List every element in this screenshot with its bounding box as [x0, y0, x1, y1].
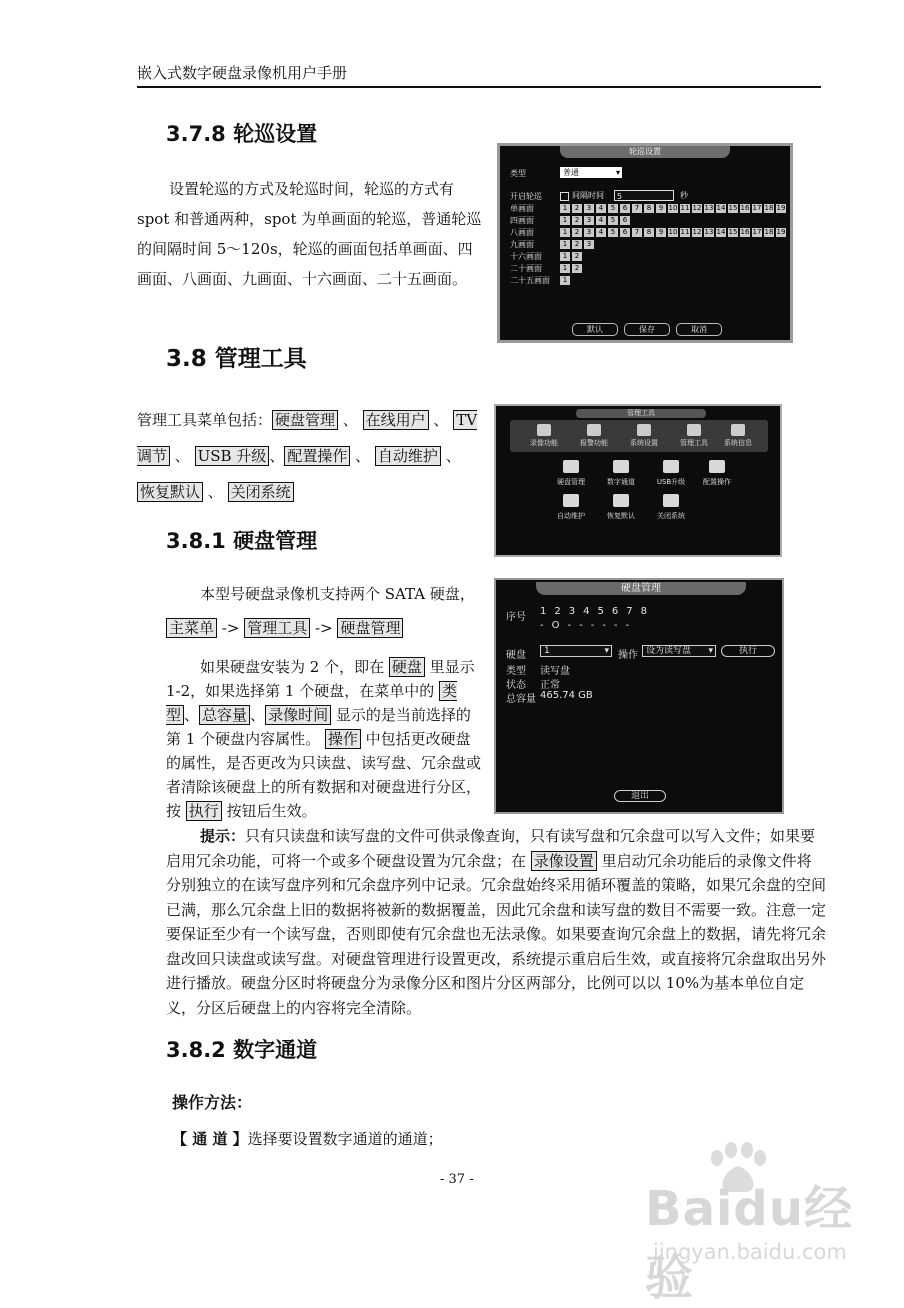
tour-type-value: 普通: [563, 168, 579, 177]
seq-status-mark: -: [613, 620, 618, 631]
seq-status: [540, 620, 629, 631]
channel-number-button[interactable]: 6: [620, 228, 630, 237]
menu-key-online-users: 在线用户: [363, 410, 429, 430]
interval-label: 间隔时间: [572, 191, 604, 200]
row-label: 二十画面: [510, 264, 542, 273]
maintain-icon: [563, 494, 579, 507]
channel-number-button[interactable]: 1: [560, 228, 570, 237]
hdd-icon: [563, 460, 579, 473]
channel-number-button[interactable]: 10: [668, 204, 678, 212]
tool-shutdown[interactable]: [646, 494, 696, 521]
seq-numbers: [540, 606, 647, 617]
seq-number: 1: [540, 606, 547, 617]
tour-row-twenty: [560, 264, 582, 273]
tour-type-select[interactable]: [560, 167, 622, 178]
channel-item: [172, 1128, 443, 1149]
tour-settings-screenshot: [497, 143, 793, 343]
tour-row-twentyfive: [560, 276, 570, 285]
menu-path: [166, 617, 403, 638]
tool-auto-maintain[interactable]: [546, 494, 596, 521]
seq-status-mark: -: [567, 620, 572, 631]
chevron-down-icon: ▾: [708, 646, 713, 656]
menu-key-config: 配置操作: [284, 446, 350, 466]
seq-number: 8: [640, 606, 647, 617]
tool-restore[interactable]: [596, 494, 646, 521]
channel-number-button[interactable]: 13: [704, 204, 714, 212]
row-label: 四画面: [510, 216, 534, 225]
channel-number-button[interactable]: 6: [620, 204, 630, 213]
channel-number-button[interactable]: 4: [596, 204, 606, 213]
channel-number-button[interactable]: 1: [560, 276, 570, 285]
channel-number-button[interactable]: 15: [728, 228, 738, 236]
seq-label: 序号: [506, 612, 526, 623]
info-icon: [731, 424, 745, 436]
op-label: 操作: [618, 650, 638, 661]
sep: 、: [342, 411, 358, 429]
tools-intro: 管理工具菜单包括：: [137, 411, 273, 429]
channel-number-button[interactable]: 18: [764, 204, 774, 212]
tab-label: 系统设置: [630, 439, 658, 447]
tour-description: 设置轮巡的方式及轮巡时间，轮巡的方式有spot 和普通两种，spot 为单画面的轮巡，普通轮巡的间隔时间 5～120s，轮巡的画面包括单画面、四画面、八画面、九画面、十六画面、二十五画面。: [137, 180, 482, 288]
heading-3-8-2: 3.8.2 数字通道: [166, 1038, 318, 1062]
menu-key-tv: TV调节: [137, 411, 478, 465]
tools-top-bar: [510, 420, 768, 452]
tour-row-quad: [560, 216, 630, 225]
row-label: 十六画面: [510, 252, 542, 261]
key-record-time: 录像时间: [265, 705, 331, 725]
config-icon: [709, 460, 725, 473]
sep: 、: [174, 447, 190, 465]
channel-number-button[interactable]: 8: [644, 228, 654, 237]
sep: 、: [207, 483, 223, 501]
text: 如果硬盘安装为 2 个，即在: [200, 658, 385, 676]
tour-row-eight: [560, 228, 786, 237]
tool-digital-channel[interactable]: [596, 460, 646, 487]
tool-label: 数字通道: [607, 478, 635, 486]
channel-desc: 选择要设置数字通道的通道；: [247, 1130, 443, 1148]
menu-key-shutdown: 关闭系统: [228, 482, 294, 502]
cancel-button[interactable]: 取消: [676, 323, 722, 336]
seq-status-mark: -: [579, 620, 583, 631]
channel-number-button[interactable]: 2: [572, 240, 582, 249]
text: 只有只读盘和读写盘的文件可供录像查询，只有读写盘和冗余盘可以写入文件；如果要启用冗余功能，可将一个或多个硬盘设置为冗余盘；在: [166, 827, 816, 870]
menu-key-usb: USB 升级: [195, 446, 270, 466]
channel-number-button[interactable]: 8: [644, 204, 654, 213]
channel-number-button[interactable]: 12: [692, 228, 702, 236]
seq-number: 5: [597, 606, 604, 617]
state-label: 状态: [506, 680, 526, 691]
seq-status-mark: -: [540, 620, 544, 631]
channel-number-button[interactable]: 5: [608, 228, 618, 237]
channel-number-button[interactable]: 11: [680, 204, 690, 212]
channel-number-button[interactable]: 11: [680, 228, 690, 236]
channel-number-button[interactable]: 1: [560, 264, 570, 273]
channel-number-button[interactable]: 2: [572, 204, 582, 213]
channel-number-button[interactable]: 3: [584, 204, 594, 213]
text: 、: [184, 706, 200, 724]
path-main-menu: 主菜单: [166, 618, 217, 638]
tab-label: 系统信息: [724, 439, 752, 447]
tool-label: USB升级: [656, 478, 686, 486]
seq-number: 7: [626, 606, 633, 617]
hdd-manage-screenshot: [494, 578, 784, 814]
text: 、: [250, 706, 266, 724]
text: 里启动冗余功能后的录像文件将分别独立的在读写盘序列和冗余盘序列中记录。冗余盘始终采用循环覆盖的策略，如果冗余盘的空间已满，那么冗余盘上旧的数据将被新的数据覆盖，因此冗余盘和读写盘的数目不需要一致。注意一定要保证至少有一个读写盘，否则即使有冗余盘也无法录像。如果要查询冗余盘上的数据，请先将冗余盘改回只读盘或读写盘。对硬盘管理进行设置更改，系统提示重启后生效，或直接将冗余盘取出另外进行播放。硬盘分区时将硬盘分为录像分区和图片分区两部分，比例可以以 10%为基本单位自定义，分区后硬盘上的内容将完全清除。: [166, 851, 827, 1017]
record-icon: [537, 424, 551, 436]
channel-number-button[interactable]: 16: [740, 228, 750, 236]
tab-record[interactable]: [522, 424, 566, 448]
gear-icon: [637, 424, 651, 436]
tools-menu-list: [137, 402, 482, 510]
op-value: 设为读写盘: [646, 646, 692, 656]
tools-screenshot: [494, 404, 782, 557]
seq-status-mark: -: [590, 620, 595, 631]
tour-row-nine: [560, 240, 594, 249]
key-hdd: 硬盘: [389, 657, 425, 677]
sep: 、: [433, 411, 449, 429]
tab-system[interactable]: [622, 424, 666, 448]
path-arrow: ->: [315, 619, 333, 637]
heading-3-8: 3.8 管理工具: [166, 346, 307, 372]
tab-label: 录像功能: [530, 439, 558, 447]
key-record-settings: 录像设置: [531, 851, 597, 871]
watermark-brand: Baidu经验: [645, 1181, 853, 1306]
heading-3-8-1: 3.8.1 硬盘管理: [166, 529, 318, 553]
text: 里显示 1-2，如果选择第 1 个硬盘，在菜单中的: [166, 658, 475, 700]
seq-status-mark: -: [602, 620, 606, 631]
watermark-url: jingyan.baidu.com: [653, 1240, 847, 1264]
tour-row-single: [560, 204, 786, 213]
channel-icon: [613, 460, 629, 473]
channel-number-button[interactable]: 9: [656, 204, 666, 213]
channel-number-button[interactable]: 6: [620, 216, 630, 225]
tip-label: 提示：: [200, 827, 246, 845]
type-label: 类型: [506, 666, 526, 677]
tool-label: 恢复默认: [607, 512, 635, 520]
enable-tour-checkbox[interactable]: [560, 192, 569, 201]
row-label: 单画面: [510, 204, 534, 213]
tab-alarm[interactable]: [572, 424, 616, 448]
tour-row-sixteen: [560, 252, 582, 261]
channel-number-button[interactable]: 2: [572, 264, 582, 273]
enable-tour-label: 开启轮巡: [510, 192, 542, 201]
op-select[interactable]: [642, 645, 716, 657]
hdd-screen-title: 硬盘管理: [536, 582, 746, 595]
channel-number-button[interactable]: 1: [560, 240, 570, 249]
sep: 、: [355, 447, 371, 465]
seq-number: 3: [568, 606, 576, 617]
running-header: 嵌入式数字硬盘录像机用户手册: [137, 64, 348, 82]
execute-button[interactable]: 执行: [721, 645, 775, 657]
path-tools: 管理工具: [244, 618, 310, 638]
tool-label: 关闭系统: [657, 512, 685, 520]
seconds-label: 秒: [680, 191, 688, 200]
channel-number-button[interactable]: 1: [560, 216, 570, 225]
sep: 、: [445, 447, 461, 465]
channel-number-button[interactable]: 19: [776, 228, 786, 236]
disk-label: 硬盘: [506, 650, 526, 661]
channel-number-button[interactable]: 12: [692, 204, 702, 212]
channel-number-button[interactable]: 15: [728, 204, 738, 212]
capacity-label: 总容量: [506, 694, 536, 705]
hdd-intro: 本型号硬盘录像机支持两个 SATA 硬盘，: [200, 585, 475, 603]
page-number: - 37 -: [440, 1172, 474, 1187]
key-execute: 执行: [186, 801, 222, 821]
seq-number: 6: [611, 606, 619, 617]
text: 显示的是当前选择的第 1 个硬盘内容属性。: [166, 706, 471, 748]
path-hdd: 硬盘管理: [337, 618, 403, 638]
row-label: 九画面: [510, 240, 534, 249]
tool-label: 自动维护: [557, 512, 585, 520]
seq-status-mark: -: [625, 620, 630, 631]
channel-number-button[interactable]: 7: [632, 228, 642, 237]
type-value: 读写盘: [540, 666, 570, 677]
restore-icon: [613, 494, 629, 507]
tool-config[interactable]: [692, 460, 742, 487]
chevron-down-icon: ▾: [604, 646, 609, 656]
baidu-watermark: [645, 1142, 895, 1306]
tools-icon: [687, 424, 701, 436]
seq-number: 2: [554, 606, 561, 617]
alarm-icon: [587, 424, 601, 436]
channel-number-button[interactable]: 17: [752, 204, 762, 212]
menu-key-restore-default: 恢复默认: [137, 482, 203, 502]
channel-number-button[interactable]: 4: [596, 228, 606, 237]
row-label: 八画面: [510, 228, 534, 237]
tab-tools[interactable]: [672, 424, 716, 448]
power-icon: [663, 494, 679, 507]
channel-number-button[interactable]: 13: [704, 228, 714, 236]
text: 按钮后生效。: [226, 802, 317, 820]
channel-number-button[interactable]: 9: [656, 228, 666, 237]
channel-number-button[interactable]: 5: [608, 204, 618, 213]
disk-select[interactable]: [540, 645, 612, 657]
key-operation: 操作: [325, 729, 361, 749]
tab-label: 管理工具: [680, 439, 708, 447]
tool-hdd[interactable]: [546, 460, 596, 487]
channel-number-button[interactable]: 18: [764, 228, 774, 236]
tip-paragraph: [166, 824, 826, 1020]
capacity-value: 465.74 GB: [540, 690, 593, 701]
channel-number-button[interactable]: 3: [584, 228, 594, 237]
header-rule: [137, 86, 821, 88]
interval-input[interactable]: 5: [614, 190, 674, 201]
menu-key-auto-maintain: 自动维护: [375, 446, 441, 466]
channel-key: 【 通 道 】: [172, 1130, 248, 1148]
tools-screen-title: 管理工具: [576, 409, 706, 418]
tour-type-label: 类型: [510, 169, 526, 178]
channel-number-button[interactable]: 2: [572, 228, 582, 237]
seq-number: 4: [583, 606, 590, 617]
default-button[interactable]: 默认: [572, 323, 618, 336]
save-button[interactable]: 保存: [624, 323, 670, 336]
menu-key-hdd: 硬盘管理: [272, 410, 338, 430]
channel-number-button[interactable]: 4: [596, 216, 606, 225]
channel-number-button[interactable]: 14: [716, 228, 726, 236]
seq-status-mark: O: [551, 620, 560, 631]
channel-number-button[interactable]: 17: [752, 228, 762, 236]
heading-3-7-8: 3.7.8 轮巡设置: [166, 122, 318, 146]
exit-button[interactable]: 退出: [614, 790, 666, 802]
channel-number-button[interactable]: 5: [608, 216, 618, 225]
key-type: 类型: [166, 682, 458, 724]
channel-number-button[interactable]: 7: [632, 204, 642, 213]
row-label: 二十五画面: [510, 276, 550, 285]
tab-info[interactable]: [716, 424, 760, 448]
hdd-description: [166, 655, 482, 823]
text: 中包括更改硬盘的属性，是否更改为只读盘、读写盘、冗余盘或者清除该硬盘上的所有数据和对硬盘进行分区， 按: [166, 730, 482, 820]
channel-number-button[interactable]: 1: [560, 204, 570, 213]
disk-value: 1: [544, 646, 550, 656]
channel-number-button[interactable]: 3: [584, 240, 594, 249]
channel-number-button[interactable]: 2: [572, 252, 582, 261]
key-capacity: 总容量: [199, 705, 250, 725]
channel-number-button[interactable]: 2: [572, 216, 582, 225]
usb-icon: [663, 460, 679, 473]
tab-label: 报警功能: [580, 439, 608, 447]
tool-label: 配置操作: [703, 478, 731, 486]
tour-screen-title: 轮巡设置: [560, 146, 730, 158]
channel-number-button[interactable]: 1: [560, 252, 570, 261]
channel-number-button[interactable]: 3: [584, 216, 594, 225]
path-arrow: ->: [221, 619, 240, 637]
sep: 、: [269, 447, 285, 465]
channel-number-button[interactable]: 14: [716, 204, 726, 212]
ops-label: 操作方法：: [172, 1093, 253, 1112]
channel-number-button[interactable]: 19: [776, 204, 786, 212]
channel-number-button[interactable]: 16: [740, 204, 750, 212]
state-value: 正常: [540, 680, 560, 691]
tool-label: 硬盘管理: [557, 478, 585, 486]
chevron-down-icon: ▾: [615, 168, 620, 177]
tool-usb[interactable]: [646, 460, 696, 487]
channel-number-button[interactable]: 10: [668, 228, 678, 236]
